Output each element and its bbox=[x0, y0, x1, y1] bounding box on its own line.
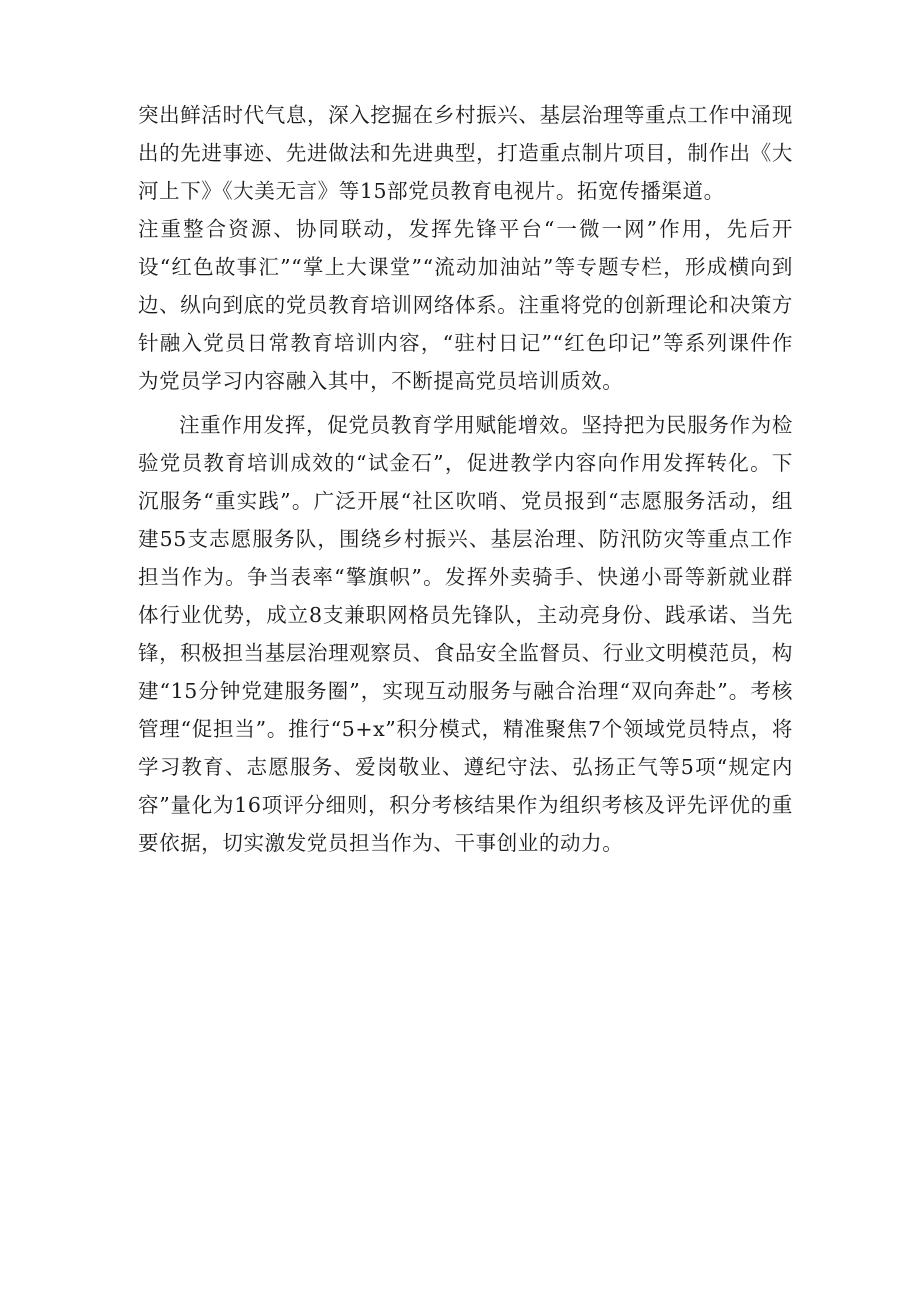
paragraph-2: 注重整合资源、协同联动，发挥先锋平台“一微一网”作用，先后开设“红色故事汇”“掌上大课堂”“流动加油站”等专题专栏，形成横向到边、纵向到底的党员教育培训网络体系。注重将党的创新理论和决策方针融入党员日常教育培训内容，“驻村日记”“红色印记”等系列课件作为党员学习内容融入其中，不断提高党员培训质效。 bbox=[138, 217, 793, 393]
document-body bbox=[138, 96, 793, 862]
paragraph-3: 注重作用发挥，促党员教育学用赋能增效。坚持把为民服务作为检验党员教育培训成效的“试金石”，促进教学内容向作用发挥转化。下沉服务“重实践”。广泛开展“社区吹哨、党员报到“志愿服务活动，组建55支志愿服务队，围绕乡村振兴、基层治理、防汛防灾等重点工作担当作为。争当表率“擎旗帜”。发挥外卖骑手、快递小哥等新就业群体行业优势，成立8支兼职网格员先锋队，主动亮身份、践承诺、当先锋，积极担当基层治理观察员、食品安全监督员、行业文明模范员，构建“15分钟党建服务圈”，实现互动服务与融合治理“双向奔赴”。考核管理“促担当”。推行“5+x”积分模式，精准聚焦7个领域党员特点，将学习教育、志愿服务、爱岗敬业、遵纪守法、弘扬正气等5项“规定内容”量化为16项评分细则，积分考核结果作为组织考核及评先评优的重要依据，切实激发党员担当作为、干事创业的动力。 bbox=[138, 413, 793, 855]
paragraph-1: 突出鲜活时代气息，深入挖掘在乡村振兴、基层治理等重点工作中涌现出的先进事迹、先进做法和先进典型，打造重点制片项目，制作出《大河上下》《大美无言》等15部党员教育电视片。拓宽传播渠道。 bbox=[138, 103, 793, 203]
